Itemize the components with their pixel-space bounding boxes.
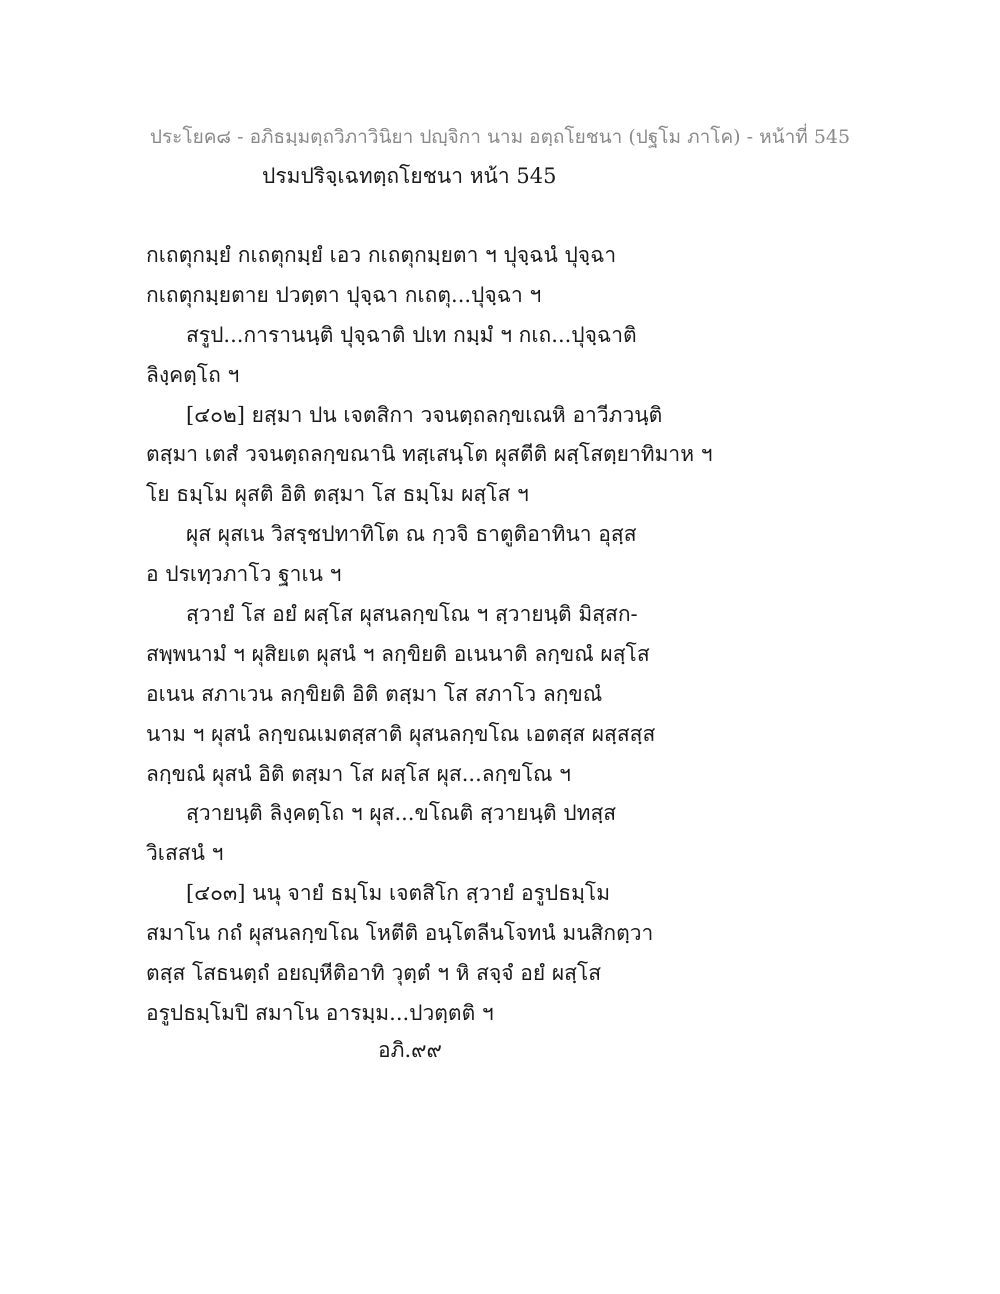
text-line: ตสฺมา เตสํ วจนตฺถลกฺขณานิ ทสฺเสนฺโต ผุสตีติ ผสฺโสตฺยาทิมาห ฯ: [146, 442, 713, 467]
text-line: ลิงฺคตฺโถ ฯ: [146, 362, 240, 387]
text-line: สพฺพนามํ ฯ ผุสิยเต ผุสนํ ฯ ลกฺขิยติ อเนนาติ ลกฺขณํ ผสฺโส: [146, 641, 650, 666]
text-line: ผุส ผุสเน วิสรฺชปทาทิโต ณ กฺวจิ ธาตูติอาทินา อุสฺส: [186, 522, 637, 547]
body-text: [146, 236, 866, 1034]
text-line: กเถตุกมฺยํ กเถตุกมฺยํ เอว กเถตุกมฺยตา ฯ ปุจฺฉนํ ปุจฺฉา: [146, 243, 617, 267]
section-title: ปรมปริจฺเฉทตฺถโยชนา หน้า 545: [262, 164, 557, 188]
text-line: ลกฺขณํ ผุสนํ อิติ ตสฺมา โส ผสฺโส ผุส...ลกฺขโณ ฯ: [146, 761, 571, 786]
text-line: อรูปธมฺโมปิ สมาโน อารมฺม...ปวตฺตติ ฯ: [146, 1000, 494, 1025]
text-line: วิเสสนํ ฯ: [146, 841, 224, 866]
text-line: สรูป...การานนฺติ ปุจฺฉาติ ปเท กมฺมํ ฯ กเถ...ปุจฺฉาติ: [186, 322, 637, 347]
text-line: โย ธมฺโม ผุสติ อิติ ตสฺมา โส ธมฺโม ผสฺโส ฯ: [146, 482, 529, 507]
text-line: กเถตุกมฺยตาย ปวตฺตา ปุจฺฉา กเถตุ...ปุจฺฉา ฯ: [146, 282, 542, 307]
page-reference: อภิ.๙๙: [378, 1038, 442, 1062]
running-header: ประโยค๘ - อภิธมฺมตฺถวิภาวินิยา ปญฺจิกา นาม อตฺถโยชนา (ปฐโม ภาโค) - หน้าที่ 545: [149, 126, 851, 148]
text-line: สฺวายนฺติ ลิงฺคตฺโถ ฯ ผุส...ขโณติ สฺวายนฺติ ปทสฺส: [186, 801, 617, 826]
text-line: [๔๐๒] ยสฺมา ปน เจตสิกา วจนตฺถลกฺขเณหิ อาวีภวนฺติ: [186, 402, 663, 427]
text-line: อ ปรเทฺวภาโว ฐาเน ฯ: [146, 562, 342, 587]
text-line: สฺวายํ โส อยํ ผสฺโส ผุสนลกฺขโณ ฯ สฺวายนฺติ มิสฺสก-: [186, 602, 638, 627]
text-line: อเนน สภาเวน ลกฺขิยติ อิติ ตสฺมา โส สภาโว ลกฺขณํ: [146, 681, 603, 706]
text-line: [๔๐๓] นนุ จายํ ธมฺโม เจตสิโก สฺวายํ อรูปธมฺโม: [186, 881, 611, 906]
text-line: ตสฺส โสธนตฺถํ อยญฺหีติอาทิ วุตฺตํ ฯ หิ สจฺจํ อยํ ผสฺโส: [146, 961, 602, 986]
text-line: นาม ฯ ผุสนํ ลกฺขณเมตสฺสาติ ผุสนลกฺขโณ เอตสฺส ผสฺสสฺส: [146, 721, 656, 746]
text-line: สมาโน กถํ ผุสนลกฺขโณ โหตีติ อนฺโตลีนโจทนํ มนสิกตฺวา: [146, 921, 654, 946]
